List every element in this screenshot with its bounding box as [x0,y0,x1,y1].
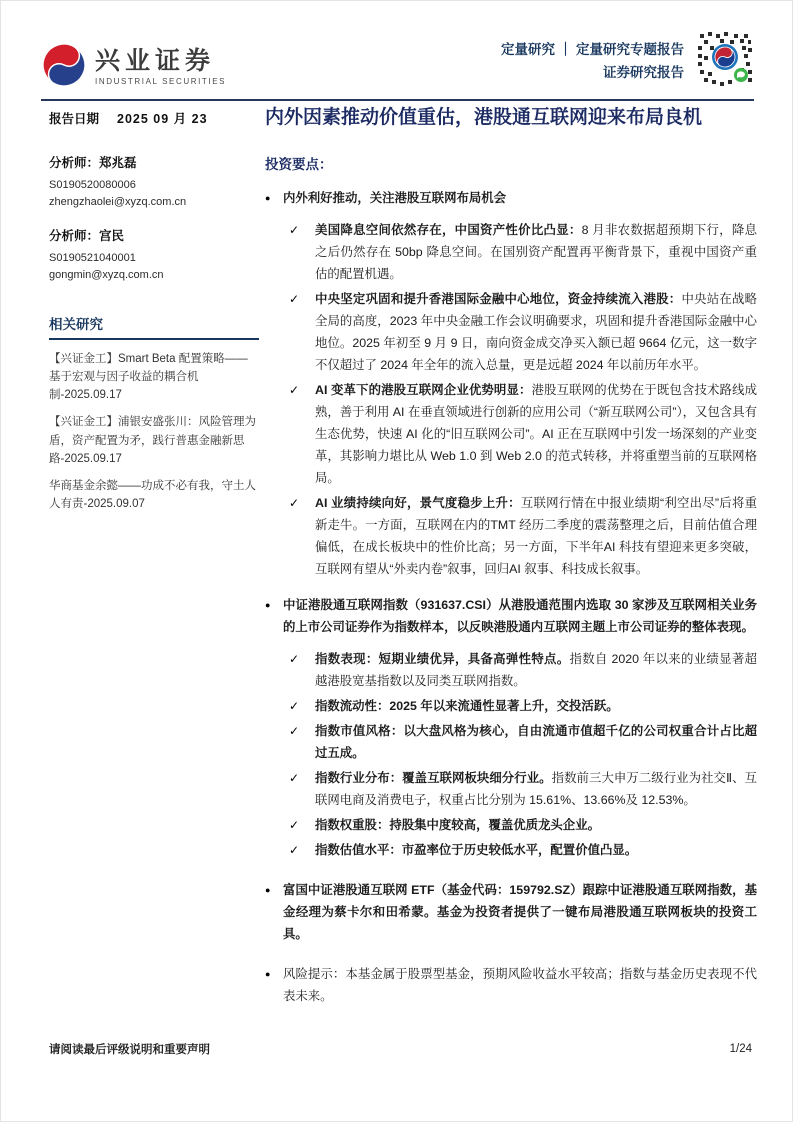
page-header [41,29,754,101]
bullet-dot-icon: ● [265,192,271,203]
report-category: 定量研究 ｜ 定量研究专题报告 [500,42,684,58]
related-research [49,313,259,513]
page-footer [49,1041,752,1057]
section-label-key-points: 投资要点： [265,156,333,172]
check-icon: ✓ [289,382,300,397]
key-point-text: 中证港股通互联网指数（931637.CSI）从港股通范围内选取 30 家涉及互联网相关业务的上市公司证券作为指数样本，以反映港股通内互联网主题上市公司证券的整体表现。 [283,597,757,634]
page-title: 内外因素推动价值重估，港股通互联网迎来布局良机 [265,107,703,128]
report-date-value: 2025 09 月 23 [117,112,208,126]
sub-point-text: 指数前三大申万二级行业为社交Ⅱ、互联网电商及消费电子，权重占比分别为 15.61%、13.66%及 12.53%。 [315,770,758,807]
industrial-securities-swirl-icon [41,42,87,93]
analyst-email[interactable]: gongmin@xyzq.com.cn [49,268,164,281]
sub-point-text: 指数权重股：持股集中度较高，覆盖优质龙头企业。 [315,817,600,832]
check-icon: ✓ [289,698,300,713]
related-research-item[interactable]: 【兴证金工】Smart Beta 配置策略——基于宏观与因子收益的耦合机制-2025.09.17 [49,353,248,402]
footer-disclaimer: 请阅读最后评级说明和重要声明 [49,1044,210,1056]
report-date [49,109,259,127]
sub-point-text: 中央坚定巩固和提升香港国际金融中心地位，资金持续流入港股： [315,291,682,306]
analyst-block [49,153,259,210]
report-date-label: 报告日期 [49,112,100,126]
related-research-title: 相关研究 [49,313,259,340]
sub-point [265,720,757,764]
sidebar [49,109,259,522]
sub-point-text: 指数估值水平：市盈率位于历史较低水平，配置价值凸显。 [315,842,638,857]
brand-name-cn: 兴业证券 [95,48,216,75]
sub-point-list [265,219,757,580]
sub-point-text: 指数表现：短期业绩优异，具备高弹性特点。 [315,651,570,666]
sub-point-text: AI 变革下的港股互联网企业优势明显： [315,382,532,397]
risk-note [265,963,757,1007]
key-point [265,594,757,638]
sub-point-text: AI 业绩持续向好，景气度稳步上升： [315,495,521,510]
sub-point [265,648,757,692]
qr-code [696,30,754,93]
sub-point-text: 指数市值风格：以大盘风格为核心，自由流通市值超千亿的公司权重合计占比超过五成。 [315,723,757,760]
bullet-dot-icon: ● [265,968,271,979]
sub-point [265,219,757,285]
report-type: 证券研究报告 [603,64,684,80]
check-icon: ✓ [289,770,300,785]
sub-point-text: 指数流动性：2025 年以来流通性显著上升，交投活跃。 [315,698,619,713]
brand-name-en: INDUSTRIAL SECURITIES [95,77,227,86]
brand-logo [41,42,226,93]
sub-point [265,839,757,861]
analyst-name: 分析师：宫民 [49,229,125,243]
risk-note-text: 风险提示：本基金属于股票型基金，预期风险收益水平较高；指数与基金历史表现不代表未来。 [283,966,757,1003]
sub-point-list [265,648,757,861]
sub-point-text: 互联网行情在中报业绩期“利空出尽”后将重新走牛。一方面，互联网在内的TMT 经历二季度的震荡整理之后，目前估值合理偏低，在成长板块中的性价比高；另一方面，下半年AI 科技有望迎来更多突破，互联网有望从“外卖内卷”叙事，回归AI 叙事、科技成长叙事。 [315,495,757,576]
check-icon: ✓ [289,495,300,510]
check-icon: ✓ [289,817,300,832]
sub-point-text: 美国降息空间依然存在，中国资产性价比凸显： [315,222,582,237]
key-point-text: 富国中证港股通互联网 ETF（基金代码：159792.SZ）跟踪中证港股通互联网指数，基金经理为蔡卡尔和田希蒙。基金为投资者提供了一键布局港股通互联网板块的投资工具。 [283,882,757,941]
analyst-name: 分析师：郑兆磊 [49,156,137,170]
sub-point-text: 指数自 2020 年以来的业绩显著超越港股宽基指数以及同类互联网指数。 [315,651,758,688]
analyst-block [49,226,259,283]
related-research-item[interactable]: 【兴证金工】浦银安盛张川：风险管理为盾，资产配置为矛，践行普惠金融新思路-2025.09.17 [49,416,256,465]
sub-point [265,695,757,717]
sub-point [265,492,757,580]
analyst-license: S0190521040001 [49,252,136,264]
key-point [265,187,757,209]
analyst-email[interactable]: zhengzhaolei@xyzq.com.cn [49,195,187,208]
sub-point [265,379,757,489]
sub-point-text: 指数行业分布：覆盖互联网板块细分行业。 [315,770,552,785]
page-number: 1/24 [729,1043,752,1055]
analyst-license: S0190520080006 [49,179,136,191]
sub-point-text: 港股互联网的优势在于既包含技术路线成熟，善于利用 AI 在垂直领域进行创新的应用公司（“新互联网公司”），又包含具有生态优势，快速 AI 化的“旧互联网公司”。AI 正在互联网中引发一场深刻的产业变革，其影响力堪比从 Web 1.0 到 Web 2.0 的范式转移，并将重塑当前的互联网格局。 [315,382,757,485]
check-icon: ✓ [289,291,300,306]
check-icon: ✓ [289,222,300,237]
key-point-text: 内外利好推动，关注港股互联网布局机会 [283,190,507,205]
sub-point [265,767,757,811]
key-point [265,879,757,945]
main-content [265,105,757,1007]
sub-point-text: 8 月非农数据超预期下行，降息之后仍然存在 50bp 降息空间。在国别资产配置再平衡背景下，重视中国资产重估的配置机遇。 [315,222,758,281]
bullet-dot-icon: ● [265,884,271,895]
check-icon: ✓ [289,651,300,666]
sub-point-text: 中央站在战略全局的高度，2023 年中央金融工作会议明确要求，巩固和提升香港国际金融中心地位。2025 年初至 9 月 9 日，南向资金成交净买入额已超 9664 亿元，这一数字不仅超过了 2024 年全年的流入总量，更是远超 2024 年以前历年水平。 [315,291,758,372]
bullet-dot-icon: ● [265,599,271,610]
related-research-item[interactable]: 华商基金余懿——功成不必有我，守土人人有责-2025.09.07 [49,479,256,511]
check-icon: ✓ [289,723,300,738]
sub-point [265,814,757,836]
sub-point [265,288,757,376]
check-icon: ✓ [289,842,300,857]
